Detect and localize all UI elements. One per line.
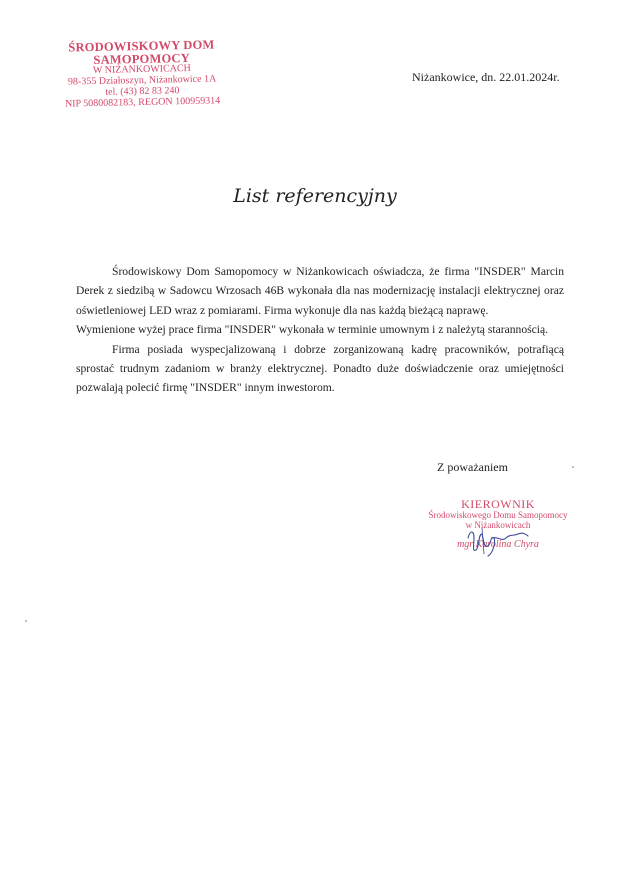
signature-stamp-title: KIEROWNIK <box>461 497 535 511</box>
paragraph-1: Środowiskowy Dom Samopomocy w Niżankowicach oświadcza, że firma "INSDER" Marcin Derek z siedzibą w Sadowcu Wrzosach 46B wykonała dla nas modernizację instalacji elektrycznej oraz oświetleniowej LED wraz z pomiarami. Firma wykonuje dla nas każdą bieżącą naprawę. <box>76 265 564 317</box>
letter-body <box>76 262 564 398</box>
scan-speck <box>25 620 27 622</box>
stamp-phone: tel. (43) 82 83 240 <box>105 85 180 98</box>
paragraph-3: Firma posiada wyspecjalizowaną i dobrze zorganizowaną kadrę pracowników, potrafiącą sprostać trudnym zadaniom w branży elektrycznej. Ponadto duże doświadczenie oraz umiejętności pozwalają polecić firmę "INSDER" innym inwestorom. <box>76 342 564 395</box>
handwritten-signature <box>462 524 532 558</box>
signature-stamp-place: w Niżankowicach <box>465 520 531 531</box>
paragraph-2: Wymienione wyżej prace firma "INSDER" wykonała w terminie umownym i z należytą starannością. <box>76 323 549 337</box>
letter-title: List referencyjny <box>233 185 397 207</box>
organization-stamp <box>43 38 240 110</box>
stamp-place: W NIŻANKOWICACH <box>92 62 191 77</box>
stamp-address: 98-355 Działoszyn, Niżankowice 1A <box>67 73 217 88</box>
scan-speck <box>572 466 574 468</box>
signature-stamp-name: mgr Karolina Chyra <box>457 538 539 550</box>
stamp-name-line2: SAMOPOMOCY <box>93 50 191 67</box>
stamp-ids: NIP 5080082183, REGON 100959314 <box>64 95 221 110</box>
closing-text: Z poważaniem <box>437 460 508 474</box>
letter-date: Niżankowice, dn. 22.01.2024r. <box>412 70 560 84</box>
signature-stamp-org: Środowiskowego Domu Samopomocy <box>428 510 568 521</box>
stamp-name-line1: ŚRODOWISKOWY DOM <box>68 37 215 55</box>
